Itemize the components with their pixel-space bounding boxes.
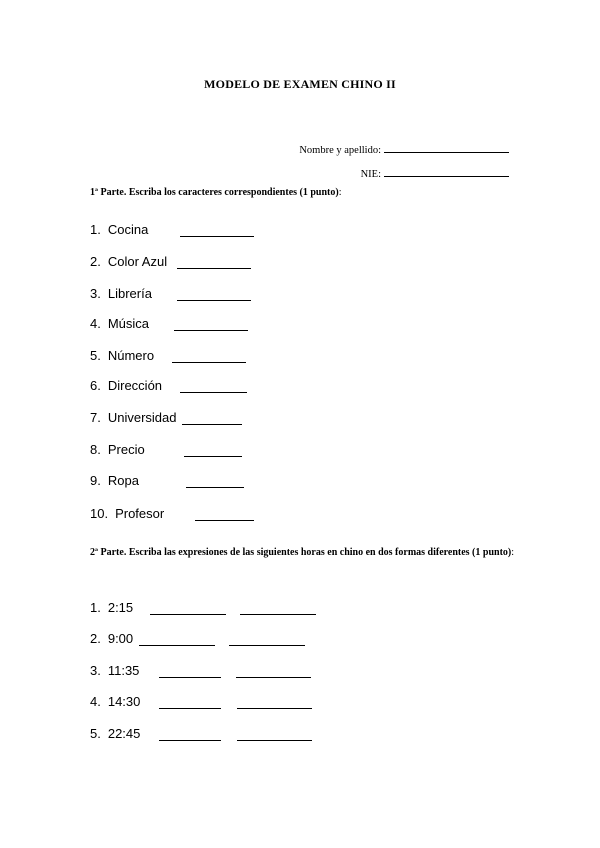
part2-answer-blank-1a[interactable] bbox=[150, 614, 226, 615]
item-number: 3. bbox=[90, 286, 101, 301]
item-label: Cocina bbox=[107, 222, 149, 237]
part2-item-2 bbox=[90, 631, 133, 646]
part1-answer-blank-10[interactable] bbox=[195, 520, 254, 521]
part2-answer-blank-1b[interactable] bbox=[240, 614, 316, 615]
item-label: Música bbox=[107, 316, 150, 331]
part2-answer-blank-3b[interactable] bbox=[236, 677, 311, 678]
item-number: 10. bbox=[90, 506, 109, 521]
item-label: 22:45 bbox=[107, 726, 141, 741]
item-number: 2. bbox=[90, 254, 101, 269]
item-number: 2. bbox=[90, 631, 101, 646]
part1-title bbox=[90, 185, 520, 200]
part1-answer-blank-8[interactable] bbox=[184, 456, 242, 457]
nie-field-blank[interactable] bbox=[384, 166, 509, 177]
part1-title-suffix: : bbox=[338, 187, 342, 198]
nie-field-label: NIE: bbox=[360, 169, 381, 180]
part1-answer-blank-2[interactable] bbox=[177, 268, 251, 269]
item-number: 1. bbox=[90, 222, 101, 237]
part1-answer-blank-6[interactable] bbox=[180, 392, 247, 393]
part2-answer-blank-5a[interactable] bbox=[159, 740, 221, 741]
part1-item-7 bbox=[90, 410, 177, 425]
part1-item-10 bbox=[90, 506, 164, 521]
part1-item-6 bbox=[90, 378, 162, 393]
part1-item-2 bbox=[90, 254, 167, 269]
item-number: 5. bbox=[90, 726, 101, 741]
part1-item-1 bbox=[90, 222, 148, 237]
item-label: 2:15 bbox=[107, 600, 134, 615]
part2-title bbox=[90, 545, 520, 560]
item-label: Ropa bbox=[107, 473, 139, 488]
item-label: Precio bbox=[107, 442, 145, 457]
part1-item-8 bbox=[90, 442, 145, 457]
item-label: Dirección bbox=[107, 378, 163, 393]
part2-answer-blank-5b[interactable] bbox=[237, 740, 312, 741]
item-label: Color Azul bbox=[107, 254, 168, 269]
name-field-label: Nombre y apellido: bbox=[299, 145, 381, 156]
item-number: 7. bbox=[90, 410, 101, 425]
part1-title-text: 1ª Parte. Escriba los caracteres correspondientes (1 punto) bbox=[90, 187, 339, 198]
part1-item-3 bbox=[90, 286, 152, 301]
name-field-row bbox=[299, 142, 509, 156]
part2-answer-blank-4b[interactable] bbox=[237, 708, 312, 709]
nie-field-row bbox=[361, 166, 509, 180]
part2-answer-blank-2b[interactable] bbox=[229, 645, 305, 646]
part1-item-9 bbox=[90, 473, 139, 488]
item-number: 1. bbox=[90, 600, 101, 615]
item-number: 3. bbox=[90, 663, 101, 678]
part1-answer-blank-4[interactable] bbox=[174, 330, 248, 331]
item-label: Librería bbox=[107, 286, 152, 301]
item-label: 9:00 bbox=[107, 631, 134, 646]
part2-answer-blank-2a[interactable] bbox=[139, 645, 215, 646]
item-number: 6. bbox=[90, 378, 101, 393]
item-label: 14:30 bbox=[107, 694, 141, 709]
item-label: Número bbox=[107, 348, 155, 363]
item-number: 8. bbox=[90, 442, 101, 457]
item-number: 4. bbox=[90, 694, 101, 709]
part2-item-1 bbox=[90, 600, 133, 615]
part1-item-4 bbox=[90, 316, 149, 331]
item-number: 9. bbox=[90, 473, 101, 488]
part2-title-text: 2ª Parte. Escriba las expresiones de las siguientes horas en chino en dos formas diferentes (1 punto) bbox=[90, 547, 512, 558]
item-label: Profesor bbox=[115, 506, 165, 521]
item-label: Universidad bbox=[107, 410, 177, 425]
item-number: 5. bbox=[90, 348, 101, 363]
item-label: 11:35 bbox=[107, 663, 140, 678]
part2-item-3 bbox=[90, 663, 139, 678]
page-title: MODELO DE EXAMEN CHINO II bbox=[204, 77, 396, 91]
part1-answer-blank-1[interactable] bbox=[180, 236, 254, 237]
part1-answer-blank-7[interactable] bbox=[182, 424, 242, 425]
part2-answer-blank-3a[interactable] bbox=[159, 677, 221, 678]
item-number: 4. bbox=[90, 316, 101, 331]
part1-item-5 bbox=[90, 348, 154, 363]
part1-answer-blank-3[interactable] bbox=[177, 300, 251, 301]
part2-title-suffix: : bbox=[511, 547, 515, 558]
part2-answer-blank-4a[interactable] bbox=[159, 708, 221, 709]
part1-answer-blank-5[interactable] bbox=[172, 362, 246, 363]
part1-answer-blank-9[interactable] bbox=[186, 487, 244, 488]
part2-item-4 bbox=[90, 694, 140, 709]
part2-item-5 bbox=[90, 726, 140, 741]
name-field-blank[interactable] bbox=[384, 142, 509, 153]
